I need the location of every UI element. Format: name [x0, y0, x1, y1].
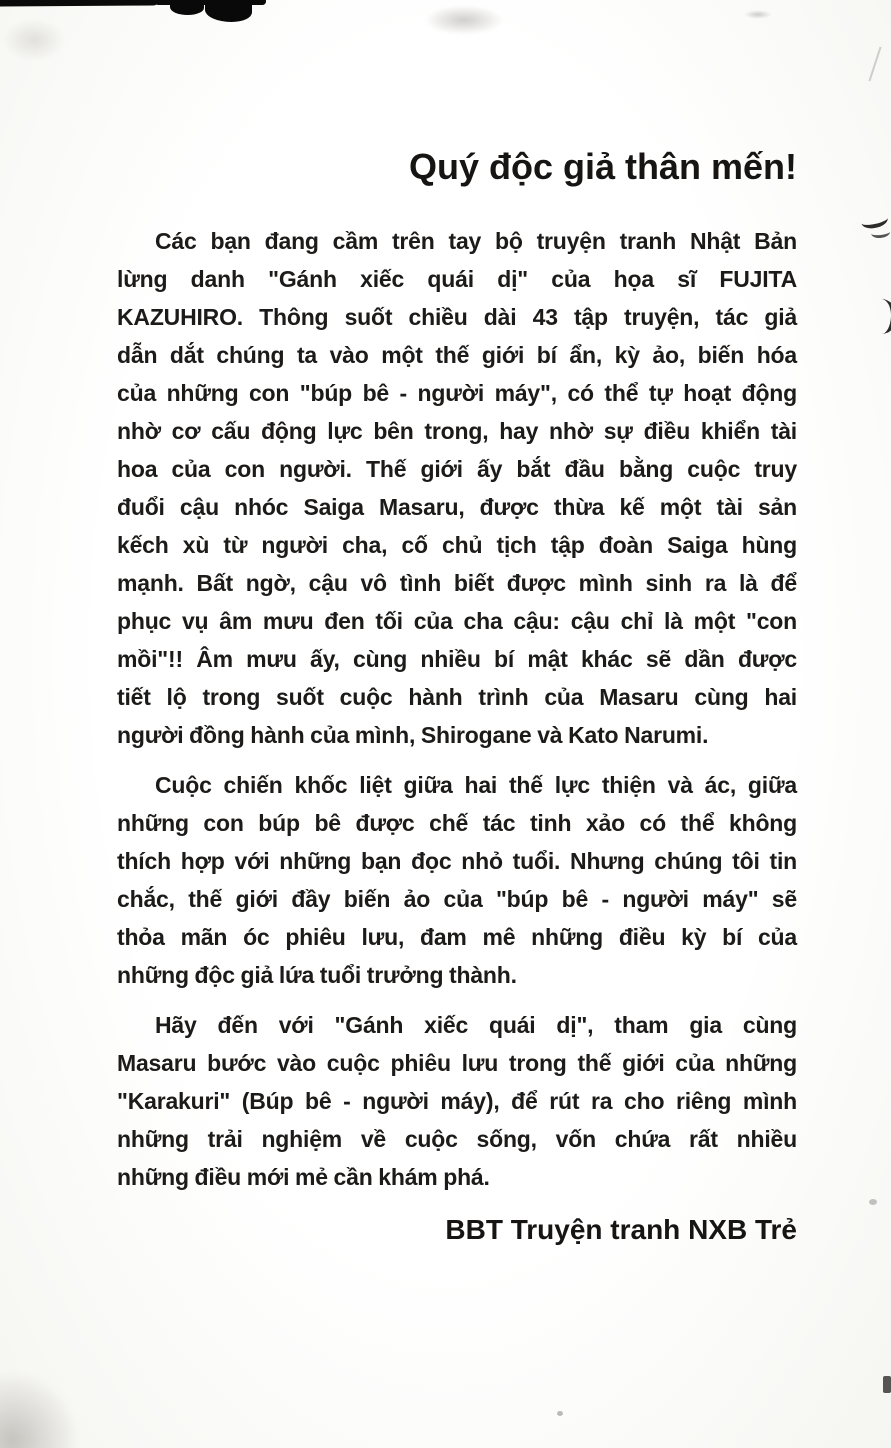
paragraph: [117, 1006, 797, 1196]
text-line: thích hợp với những bạn đọc nhỏ tuổi. Nhưng chúng tôi tin: [117, 848, 797, 874]
signature: BBT Truyện tranh NXB Trẻ: [445, 1214, 797, 1245]
scan-smudge: [744, 10, 772, 19]
text-line: phục vụ âm mưu đen tối của cha cậu: cậu chỉ là một "con: [117, 608, 797, 634]
paragraph: [117, 222, 797, 754]
scan-smudge: [0, 1370, 80, 1448]
text-line: KAZUHIRO. Thông suốt chiều dài 43 tập truyện, tác giả: [117, 304, 797, 330]
scan-scratch: [868, 47, 881, 82]
text-line: của những con "búp bê - người máy", có thể tự hoạt động: [117, 380, 797, 406]
ink-mark-artifact: [870, 226, 890, 239]
text-line: thỏa mãn óc phiêu lưu, đam mê những điều kỳ bí của: [117, 924, 797, 950]
text-line: Các bạn đang cầm trên tay bộ truyện tranh Nhật Bản: [155, 228, 797, 254]
text-line: hoa của con người. Thế giới ấy bắt đầu bằng cuộc truy: [117, 456, 797, 482]
text-line: Cuộc chiến khốc liệt giữa hai thế lực thiện và ác, giữa: [155, 772, 797, 798]
ink-blob-artifact: [205, 0, 252, 22]
text-line: lừng danh "Gánh xiếc quái dị" của họa sĩ FUJITA: [117, 266, 797, 292]
text-line: Hãy đến với "Gánh xiếc quái dị", tham gia cùng: [155, 1012, 797, 1038]
text-line: những trải nghiệm về cuộc sống, vốn chứa rất nhiều: [117, 1126, 797, 1152]
scan-smudge: [2, 18, 66, 62]
text-line: mồi"!! Âm mưu ấy, cùng nhiều bí mật khác sẽ dần được: [117, 646, 797, 672]
text-line: "Karakuri" (Búp bê - người máy), để rút ra cho riêng mình: [117, 1088, 797, 1114]
text-line: kếch xù từ người cha, cố chủ tịch tập đoàn Saiga hùng: [117, 532, 797, 558]
ink-strip-artifact: [150, 0, 266, 5]
ink-strip-artifact: [0, 0, 159, 7]
text-line: dẫn dắt chúng ta vào một thế giới bí ẩn, kỳ ảo, biến hóa: [117, 342, 797, 368]
ink-mark-artifact: [872, 298, 891, 334]
letter-content: [117, 145, 797, 1246]
text-line: tiết lộ trong suốt cuộc hành trình của Masaru cùng hai: [117, 684, 797, 710]
text-line: nhờ cơ cấu động lực bên trong, hay nhờ sự điều khiển tài: [117, 418, 797, 444]
text-line: mạnh. Bất ngờ, cậu vô tình biết được mình sinh ra là để: [117, 570, 797, 596]
text-line: đuổi cậu nhóc Saiga Masaru, được thừa kế một tài sản: [117, 494, 797, 520]
scan-smudge: [424, 5, 504, 35]
scan-speck: [557, 1411, 563, 1416]
ink-mark-artifact: [860, 210, 890, 230]
text-line: những độc giả lứa tuổi trưởng thành.: [117, 962, 517, 988]
text-line: những con búp bê được chế tác tinh xảo có thể không: [117, 810, 797, 836]
text-line: những điều mới mẻ cần khám phá.: [117, 1164, 490, 1190]
text-line: Masaru bước vào cuộc phiêu lưu trong thế giới của những: [117, 1050, 797, 1076]
ink-mark-artifact: [883, 1376, 891, 1393]
scan-speck: [869, 1199, 877, 1205]
page-title: Quý độc giả thân mến!: [408, 146, 797, 187]
text-line: chắc, thế giới đầy biến ảo của "búp bê - người máy" sẽ: [117, 886, 797, 912]
ink-blob-artifact: [170, 0, 204, 15]
text-line: người đồng hành của mình, Shirogane và Kato Narumi.: [117, 722, 709, 748]
paragraph: [117, 766, 797, 994]
